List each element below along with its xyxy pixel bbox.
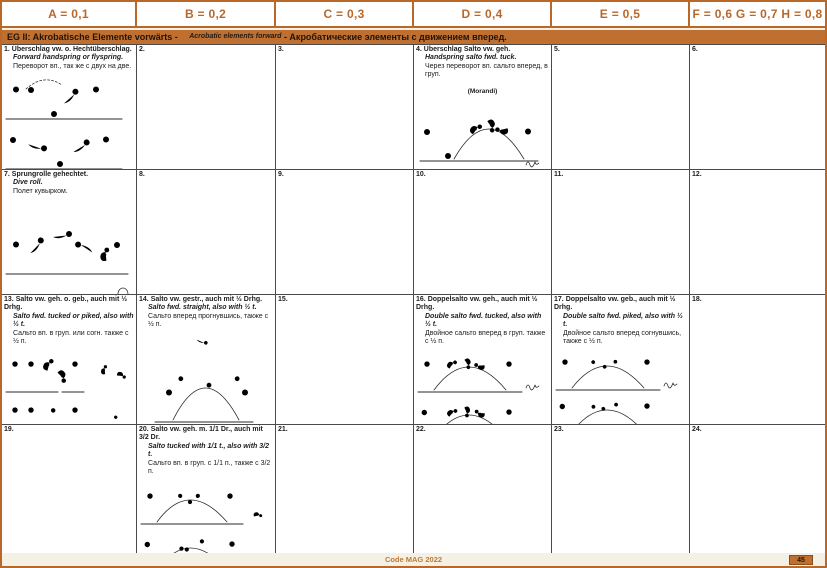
cell-19	[2, 425, 137, 554]
page-number-badge: 45	[789, 555, 813, 565]
cell-7	[2, 170, 137, 295]
element-annotation: (Morandi)	[467, 87, 498, 95]
element-number: 21.	[278, 426, 288, 433]
element-number: 12.	[692, 171, 702, 178]
cell-2	[137, 45, 276, 170]
element-text-de: Salto vw. geh. m. 1/1 Dr., auch mit 3/2 Dr.	[139, 426, 263, 442]
cell-5	[552, 45, 690, 170]
element-text-en: Handspring salto fwd. tuck.	[425, 54, 517, 62]
title-de: EG II: Akrobatische Elemente vorwärts -	[7, 32, 181, 42]
element-text-ru: Полет кувырком.	[13, 187, 68, 195]
cell-3	[276, 45, 414, 170]
element-text-en: Double salto fwd. piked, also with ½ t.	[563, 312, 683, 329]
cell-10	[414, 170, 552, 295]
title-en: Acrobatic elements forward	[189, 32, 282, 40]
element-text-ru: Сальто вп. в груп. с 1/1 п., также с 3/2 п.	[148, 459, 271, 475]
cell-9	[276, 170, 414, 295]
element-number: 11.	[554, 171, 564, 178]
element-number: 1.	[4, 46, 10, 53]
cell-22	[414, 425, 552, 554]
cell-23	[552, 425, 690, 554]
element-number: 24.	[692, 426, 702, 433]
element-number: 4.	[416, 46, 422, 53]
element-text-ru: Двойное сальто вперед согнувшись, также с ½ п.	[563, 329, 682, 345]
figure-dive-roll-sequence	[4, 198, 135, 295]
difficulty-value-header	[2, 2, 825, 28]
element-text-en: Forward handspring or flyspring.	[13, 54, 124, 62]
figure-handspring-salto-sequence	[416, 97, 547, 169]
figure-double-salto-piked-sequence	[554, 348, 685, 425]
element-text-en: Salto fwd. tucked or piked, also with ½ t.	[13, 312, 134, 329]
element-number: 9.	[278, 171, 284, 178]
element-text-de: Überschlag vw. o. Hechtüberschlag.	[11, 46, 132, 53]
element-text-en: Salto fwd. straight, also with ½ t.	[148, 304, 257, 312]
cell-4	[414, 45, 552, 170]
figure-salto-fwd-sequence	[4, 348, 135, 425]
element-text-en: Salto tucked with 1/1 t., also with 3/2 t.	[148, 442, 269, 459]
cell-13	[2, 295, 137, 425]
element-text-de: Salto vw. gestr., auch mit ½ Drhg.	[150, 296, 263, 303]
element-number: 10.	[416, 171, 426, 178]
cell-15	[276, 295, 414, 425]
cell-16	[414, 295, 552, 425]
cell-24	[690, 425, 825, 554]
element-number: 23.	[554, 426, 564, 433]
element-number: 6.	[692, 46, 698, 53]
cell-11	[552, 170, 690, 295]
element-text-en: Dive roll.	[13, 179, 43, 187]
element-number: 3.	[278, 46, 284, 53]
element-number: 14.	[139, 296, 149, 303]
element-text-en: Double salto fwd. tucked, also with ½ t.	[425, 312, 542, 329]
value-header-d: D = 0,4	[414, 2, 552, 28]
element-text-de: Doppelsalto vw. geb., auch mit ½ Drhg.	[554, 296, 676, 312]
cell-17	[552, 295, 690, 425]
page-footer	[2, 553, 825, 566]
element-text-de: Sprungrolle gehechtet.	[11, 171, 89, 178]
element-number: 22.	[416, 426, 426, 433]
element-number: 2.	[139, 46, 145, 53]
value-header-fgh: F = 0,6 G = 0,7 H = 0,8	[690, 2, 825, 28]
value-header-b: B = 0,2	[137, 2, 276, 28]
title-ru: - Акробатические элементы с движением вперед.	[281, 32, 507, 42]
element-number: 5.	[554, 46, 560, 53]
element-text-de: Überschlag Salto vw. geh.	[423, 46, 511, 53]
signature-scribble	[526, 162, 539, 167]
element-text-de: Doppelsalto vw. geh., auch mit ½ Drhg.	[416, 296, 538, 312]
cell-21	[276, 425, 414, 554]
cell-1	[2, 45, 137, 170]
element-number: 16.	[416, 296, 426, 303]
element-text-ru: Переворот вп., так же с двух на две.	[13, 62, 132, 70]
cell-12	[690, 170, 825, 295]
element-text-ru: Сальто вперед прогнувшись, также с ½ п.	[148, 312, 269, 329]
element-number: 19.	[4, 426, 14, 433]
value-header-e: E = 0,5	[552, 2, 690, 28]
code-edition-label: Code MAG 2022	[384, 555, 443, 564]
element-text-ru: Сальто вп. в груп. или согн. также с ½ п.	[13, 329, 129, 345]
value-header-c: C = 0,3	[276, 2, 414, 28]
figure-salto-twist-sequence	[139, 478, 270, 554]
element-text-ru: Двойное сальто вперед в груп. также с ½ п.	[425, 329, 546, 345]
cell-20	[137, 425, 276, 554]
element-text-de: Salto vw. geh. o. geb., auch mit ½ Drhg.	[4, 296, 128, 312]
figure-double-salto-tucked-sequence	[416, 348, 547, 425]
cell-6	[690, 45, 825, 170]
figure-salto-straight-sequence	[139, 332, 270, 425]
element-number: 18.	[692, 296, 702, 303]
horseshoe-mark	[118, 288, 128, 294]
cell-8	[137, 170, 276, 295]
element-table	[2, 44, 825, 554]
signature-scribble	[664, 383, 677, 388]
element-number: 13.	[4, 296, 14, 303]
figure-handspring-sequence	[4, 73, 135, 170]
cell-14	[137, 295, 276, 425]
element-number: 17.	[554, 296, 564, 303]
element-text-ru: Через переворот вп. сальто вперед, в груп.	[425, 62, 548, 79]
element-number: 15.	[278, 296, 288, 303]
value-header-a: A = 0,1	[2, 2, 137, 28]
element-number: 7.	[4, 171, 10, 178]
cell-18	[690, 295, 825, 425]
signature-scribble	[526, 385, 539, 390]
element-group-title	[2, 30, 825, 44]
element-number: 8.	[139, 171, 145, 178]
element-number: 20.	[139, 426, 149, 433]
